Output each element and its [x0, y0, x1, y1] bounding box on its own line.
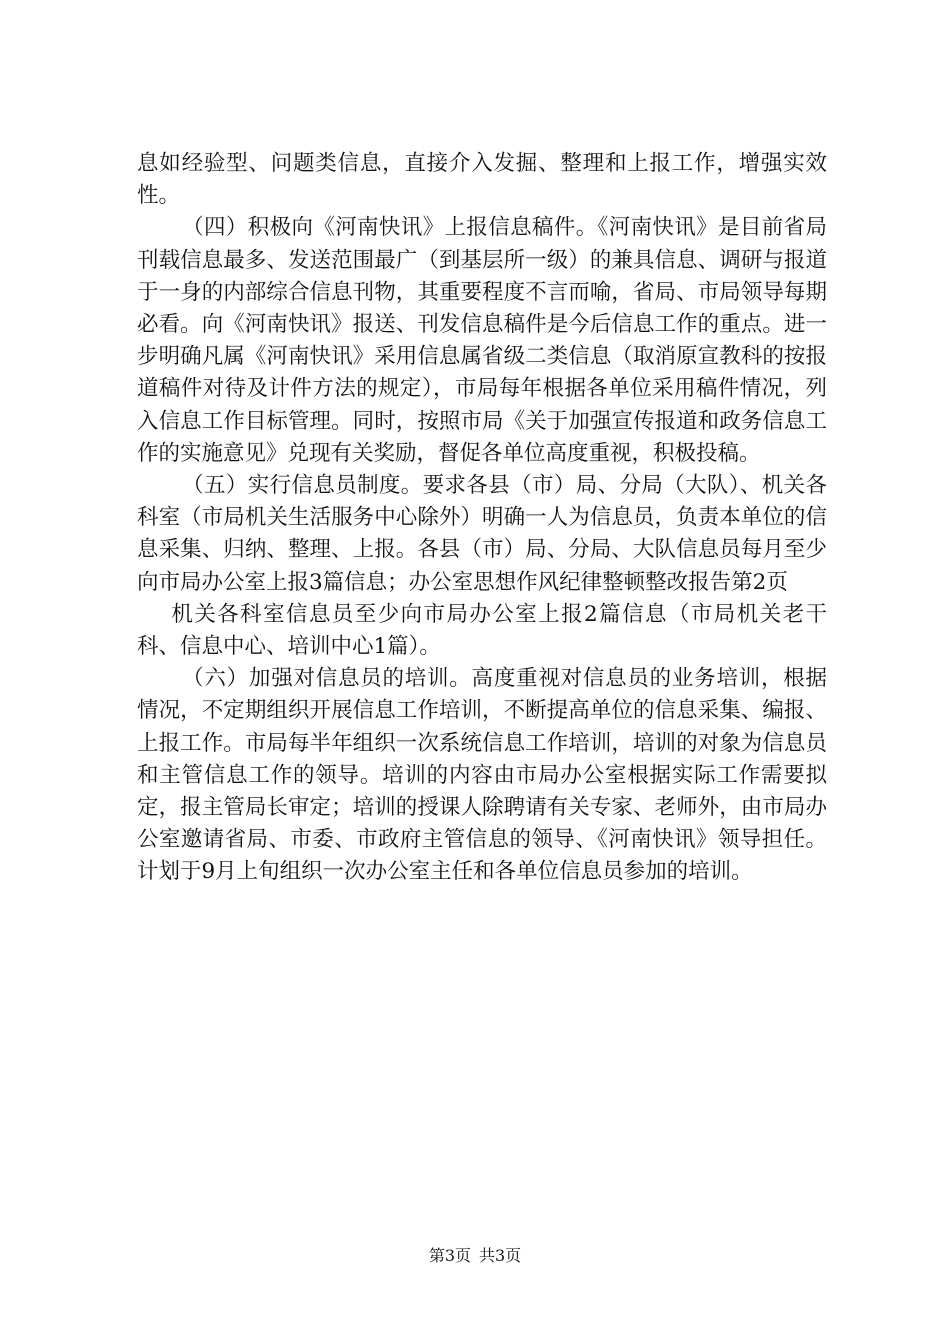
- document-body: [137, 148, 827, 889]
- page-total: 共3页: [479, 1246, 522, 1265]
- page-number: 第3页: [428, 1246, 471, 1265]
- paragraph-section-5-continued: 机关各科室信息员至少向市局办公室上报2篇信息（市局机关老干科、信息中心、培训中心1篇）。: [137, 601, 827, 660]
- paragraph-section-6: （六）加强对信息员的培训。高度重视对信息员的业务培训，根据情况，不定期组织开展信息工作培训，不断提高单位的信息采集、编报、上报工作。市局每半年组织一次系统信息工作培训，培训的对象为信息员和主管信息工作的领导。培训的内容由市局办公室根据实际工作需要拟定，报主管局长审定；培训的授课人除聘请有关专家、老师外，由市局办公室邀请省局、市委、市政府主管信息的领导、《河南快讯》领导担任。计划于9月上旬组织一次办公室主任和各单位信息员参加的培训。: [137, 666, 827, 885]
- page-footer: [0, 1246, 950, 1266]
- paragraph-section-5: （五）实行信息员制度。要求各县（市）局、分局（大队）、机关各科室（市局机关生活服务中心除外）明确一人为信息员，负责本单位的信息采集、归纳、整理、上报。各县（市）局、分局、大队信息员每月至少向市局办公室上报3篇信息；办公室思想作风纪律整顿整改报告第2页: [137, 473, 827, 595]
- paragraph-section-4: （四）积极向《河南快讯》上报信息稿件。《河南快讯》是目前省局刊载信息最多、发送范围最广（到基层所一级）的兼具信息、调研与报道于一身的内部综合信息刊物，其重要程度不言而喻，省局、市局领导每期必看。向《河南快讯》报送、刊发信息稿件是今后信息工作的重点。进一步明确凡属《河南快讯》采用信息属省级二类信息（取消原宣教科的按报道稿件对待及计件方法的规定），市局每年根据各单位采用稿件情况，列入信息工作目标管理。同时，按照市局《关于加强宣传报道和政务信息工作的实施意见》兑现有关奖励，督促各单位高度重视，积极投稿。: [137, 215, 827, 466]
- paragraph-continuation: 息如经验型、问题类信息，直接介入发掘、整理和上报工作，增强实效性。: [137, 151, 827, 209]
